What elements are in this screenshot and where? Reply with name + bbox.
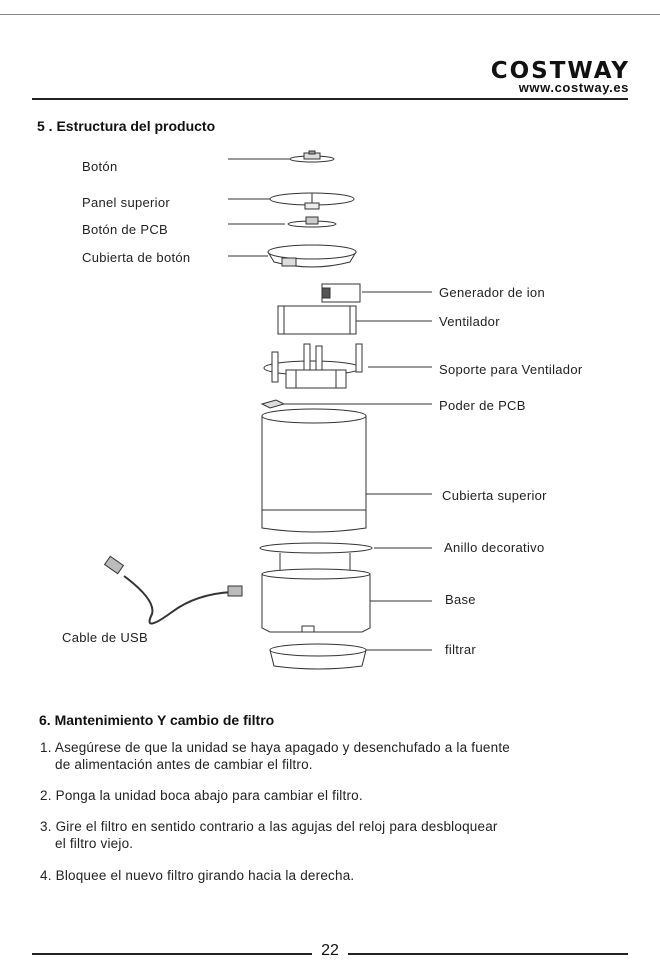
step-3-line1: 3. Gire el filtro en sentido contrario a las agujas del reloj para desbloquear [40, 819, 498, 834]
label-cubierta-boton: Cubierta de botón [82, 250, 191, 265]
filter-part [270, 644, 366, 669]
upper-cover-part [262, 409, 366, 532]
step-1-line1: 1. Asegúrese de que la unidad se haya apagado y desenchufado a la fuente [40, 740, 511, 755]
base-part [262, 569, 370, 632]
label-ventilador: Ventilador [439, 314, 500, 329]
top-panel-part [270, 193, 354, 209]
ion-generator-part [322, 284, 360, 302]
website-url: www.costway.es [518, 80, 629, 95]
step-2-line1: 2. Ponga la unidad boca abajo para cambiar el filtro. [40, 788, 363, 803]
label-generador-ion: Generador de ion [439, 285, 545, 300]
step-2 [40, 787, 363, 804]
label-boton-pcb: Botón de PCB [82, 222, 168, 237]
brand-logo: COSTWAY [490, 58, 630, 84]
step-1-line2: de alimentación antes de cambiar el filtro. [55, 757, 313, 772]
power-pcb-part [262, 400, 284, 408]
label-cubierta-superior: Cubierta superior [442, 488, 547, 503]
page-number: 22 [321, 942, 339, 959]
label-usb-cable: Cable de USB [62, 630, 148, 645]
step-3-line2: el filtro viejo. [55, 836, 134, 851]
label-anillo-decorativo: Anillo decorativo [444, 540, 545, 555]
step-4 [40, 867, 354, 884]
label-poder-pcb: Poder de PCB [439, 398, 526, 413]
button-cover-part [268, 245, 356, 267]
label-boton: Botón [82, 159, 118, 174]
label-filtrar: filtrar [445, 642, 476, 657]
button-part [290, 151, 334, 162]
fan-part [278, 306, 356, 334]
label-base: Base [445, 592, 476, 607]
section6-title: 6. Mantenimiento Y cambio de filtro [39, 712, 275, 728]
step-4-line1: 4. Bloquee el nuevo filtro girando hacia la derecha. [40, 868, 355, 883]
label-soporte-ventilador: Soporte para Ventilador [439, 362, 583, 377]
step-1 [40, 739, 510, 773]
pcb-button-part [288, 217, 336, 227]
section5-title: 5 . Estructura del producto [37, 118, 216, 134]
fan-support-part [264, 344, 362, 388]
step-3 [40, 818, 498, 852]
decorative-ring-part [260, 543, 372, 570]
usb-cable-part [105, 556, 242, 623]
label-panel-superior: Panel superior [82, 195, 171, 210]
